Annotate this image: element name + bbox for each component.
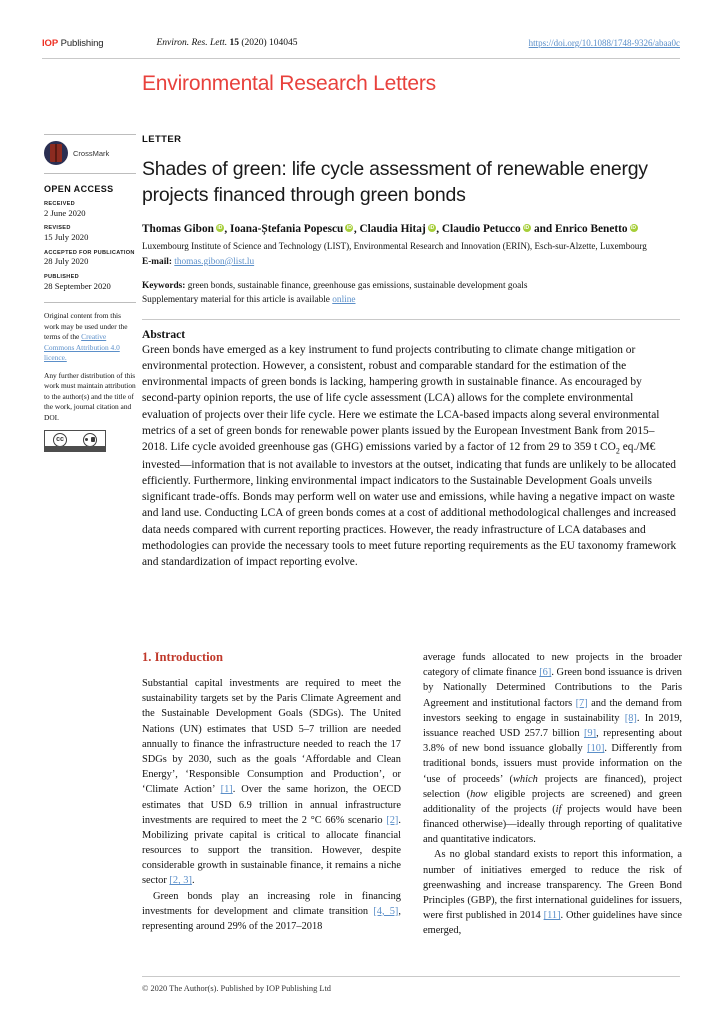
article-main: [142, 134, 680, 570]
emphasis-text: if: [555, 803, 562, 815]
text-run: .: [191, 875, 195, 887]
journal-citation: Environ. Res. Lett. 15 (2020) 104045: [156, 38, 298, 48]
metadata-label: RECEIVED: [44, 201, 75, 207]
body-column-right: [423, 650, 682, 939]
publisher-word: Publishing: [60, 38, 104, 49]
text-run: average funds allocated to new projects in the broader category of climate finance: [423, 652, 682, 679]
section-heading-introduction: 1. Introduction: [142, 650, 223, 664]
text-run: Green bonds play an increasing role in financing investments for development and climate transition: [142, 890, 401, 917]
metadata-value: 28 September 2020: [44, 280, 111, 291]
orcid-icon[interactable]: [630, 224, 638, 232]
sidebar-divider-top: [44, 134, 136, 135]
keywords-line: [142, 279, 680, 293]
citation-link[interactable]: [4, 5]: [373, 905, 399, 917]
page-title: Shades of green: life cycle assessment of renewable energy projects financed through green bonds: [142, 158, 648, 207]
metadata-value: 28 July 2020: [44, 256, 89, 267]
text-run: As no global standard exists to report this information, a number of initiatives emerged to reduce the risk of greenwashing and increase transparency. The Green Bond Principles (GBP), the first international guidelines for issuers, were first published in 2014: [423, 849, 682, 922]
metadata-value: 15 July 2020: [44, 232, 89, 242]
cc-by-badge: [44, 430, 106, 452]
by-attribution-icon: [83, 433, 97, 447]
email-label: E-mail:: [142, 256, 172, 267]
text-run: , representing around 29% of the 2017–2018: [142, 905, 401, 932]
emphasis-text: which: [512, 773, 538, 785]
supplementary-material-line: [142, 293, 680, 307]
metadata-revised: [44, 225, 136, 243]
body-columns: [142, 650, 682, 939]
orcid-icon[interactable]: [345, 224, 353, 232]
author-name: Claudio Petucco: [441, 223, 521, 236]
author-name: Claudia Hitaj: [359, 223, 426, 236]
text-run: and the demand from investors seeking to engage in sustainability: [423, 697, 682, 724]
license-text-lead: Original content from this work may be used under the terms of the: [44, 311, 128, 342]
body-column-left: [142, 650, 401, 939]
citation-link[interactable]: [6]: [539, 667, 552, 679]
text-run: . Other guidelines have since emerged,: [423, 910, 682, 937]
text-run: , representing about 3.8% of new bond issuance globally: [423, 727, 682, 755]
sidebar-divider-openaccess: [44, 173, 136, 174]
text-run: projects would have been financed otherwise)—ideally through reporting of qualitative and quantitative indicators.: [423, 803, 682, 846]
author-separator: ,: [436, 223, 442, 236]
metadata-value: 2 June 2020: [44, 207, 86, 218]
crossmark-badge[interactable]: [44, 141, 136, 165]
creative-commons-link[interactable]: Creative Commons Attribution 4.0 licence.: [44, 332, 120, 363]
text-run: projects are financed), project selection (: [423, 773, 682, 800]
email-link[interactable]: thomas.gibon@list.lu: [174, 256, 255, 267]
paragraph: [142, 889, 401, 935]
abstract-part-1: Green bonds have emerged as a key instrument to fund projects contributing to climate change mitigation or environmental protection. However, a consistent, robust and comparable standard for the estimation of the environmental impacts of green bonds is lacking, hampering growth in sustainable finance. As encouraged by second-party opinion reports, the use of life cycle assessment (LCA) allows for the complete environmental evaluation of projects over their life cycle. Here we estimate the LCA-based impacts along several environmental metrics of a set of green bonds for renewable power plants issued by the European Investment Bank from 2015–2018. Life cycle avoided greenhouse gas (GHG) emissions varied by a factor of 12 from 29 to 359 t CO: [142, 343, 660, 454]
author-affiliation: Luxembourg Institute of Science and Technology (LIST), Environmental Research and Innovation (ERIN), Esch-sur-Alzette, Luxembourg: [142, 241, 647, 252]
text-run: . In 2019, issuance reached USD 257.7 billion: [423, 712, 682, 739]
orcid-icon[interactable]: [428, 224, 436, 232]
crossmark-label: CrossMark: [73, 148, 110, 158]
citation-link[interactable]: [2]: [386, 814, 399, 826]
iop-publishing-logo: [42, 38, 103, 49]
contact-email-line: [142, 255, 680, 270]
article-sidebar: [44, 134, 136, 452]
citation-link[interactable]: [10]: [587, 743, 605, 755]
supplementary-online-link[interactable]: online: [332, 295, 356, 306]
citation-link[interactable]: [1]: [220, 784, 233, 796]
emphasis-text: how: [470, 788, 488, 800]
abstract-subscript: 2: [615, 446, 620, 456]
copyright-footer: © 2020 The Author(s). Published by IOP Publishing Ltd: [142, 984, 331, 993]
metadata-label: REVISED: [44, 225, 71, 232]
author-name: Ioana-Ștefania Popescu: [230, 223, 344, 236]
author-separator: ,: [224, 223, 231, 236]
supplementary-text: Supplementary material for this article is available: [142, 295, 333, 306]
author-separator: ,: [353, 223, 360, 236]
orcid-icon[interactable]: [216, 224, 224, 232]
orcid-icon[interactable]: [523, 224, 531, 232]
text-run: Substantial capital investments are required to meet the sustainability targets set by the Paris Climate Agreement and the Sustainable Development Goals (SDGs). The United Nations (UN) estimates that USD 5–7 trillion are needed annually to finance the infrastructure needed to reach the 17 SDGs by 2030, such as the goals ‘Affordable and Clean Energy’, ‘Responsible Consumption and Production’, or ‘Climate Action’: [142, 678, 401, 796]
metadata-published: [44, 274, 136, 292]
metadata-label: ACCEPTED FOR PUBLICATION: [44, 249, 135, 256]
abstract-divider-top: [142, 319, 680, 320]
cc-icon: cc: [53, 433, 67, 447]
journal-masthead: Environmental Research Letters: [142, 72, 436, 95]
text-run: . Mobilizing private capital is critical to allocate financial resources to support the transition. However, despite considerable growth in sustainable finance, it remains a niche sector: [142, 814, 401, 887]
license-paragraph-2: Any further distribution of this work must maintain attribution to the author(s) and the title of the work, journal citation and DOI.: [44, 370, 136, 422]
metadata-accepted: [44, 250, 136, 268]
license-paragraph-1: [44, 311, 136, 364]
running-head: [42, 38, 680, 59]
paragraph: [423, 650, 682, 847]
license-notice: [44, 311, 136, 423]
iop-brand-mark: IOP: [42, 38, 59, 49]
metadata-received: [44, 201, 136, 219]
text-run: eligible projects are screened) and green additionality of the projects (: [423, 788, 682, 815]
author-name: Enrico Benetto: [555, 223, 628, 236]
footer-divider: [142, 976, 680, 977]
text-run: . Differently from traditional bonds, issuers must provide information on the ‘use of proceeds’ (: [423, 743, 683, 785]
doi-link[interactable]: https://doi.org/10.1088/1748-9326/abaa0c: [528, 38, 680, 48]
article-type-tag: LETTER: [142, 134, 182, 145]
author-list: [142, 221, 680, 238]
text-run: . Green bond issuance is driven by Nationally Determined Contributions to the Paris Agreement and institutional factors: [423, 667, 682, 709]
citation-link[interactable]: [8]: [624, 712, 637, 724]
sidebar-divider-license: [44, 302, 136, 303]
paragraph: [142, 676, 401, 889]
keywords-values: green bonds, sustainable finance, greenhouse gas emissions, sustainable development goals: [187, 280, 528, 291]
abstract-text: [142, 342, 680, 571]
open-access-label: OPEN ACCESS: [44, 184, 114, 194]
author-separator: and: [531, 223, 556, 236]
citation-link[interactable]: [9]: [583, 727, 597, 739]
paragraph: [423, 847, 682, 938]
citation-link[interactable]: [2, 3]: [169, 875, 192, 887]
author-name: Thomas Gibon: [142, 223, 214, 236]
citation-link[interactable]: [7]: [575, 697, 588, 709]
metadata-label: PUBLISHED: [44, 273, 80, 280]
abstract-part-2: eq./M€ invested—information that is not available to investors at the outset, indicating that funds are unlikely to be allocated efficiently. Furthermore, linking environmental impact indicators to the Sustainable Development Goals unveils significant trade-offs. Bonds may perform well on water use and emissions, while having a negative impact on waste and land use. Conducting LCA of green bonds comes at a cost of additional methodological challenges and increased data needs compared with current reporting practices. However, the ready infrastructure of LCA databases and methodologies can provide the necessary tools to meet future reporting requirements as the EU taxonomy framework and standardization of impact reporting evolve.: [142, 441, 677, 569]
keywords-label: Keywords:: [142, 280, 186, 291]
text-run: . Over the same horizon, the OECD estimates that USD 6.9 trillion in annual infrastructure investments are required to meet the 2 °C 66% scenario: [142, 784, 401, 826]
crossmark-icon: [44, 141, 68, 165]
abstract-heading: Abstract: [142, 327, 186, 341]
citation-link[interactable]: [11]: [543, 910, 561, 922]
